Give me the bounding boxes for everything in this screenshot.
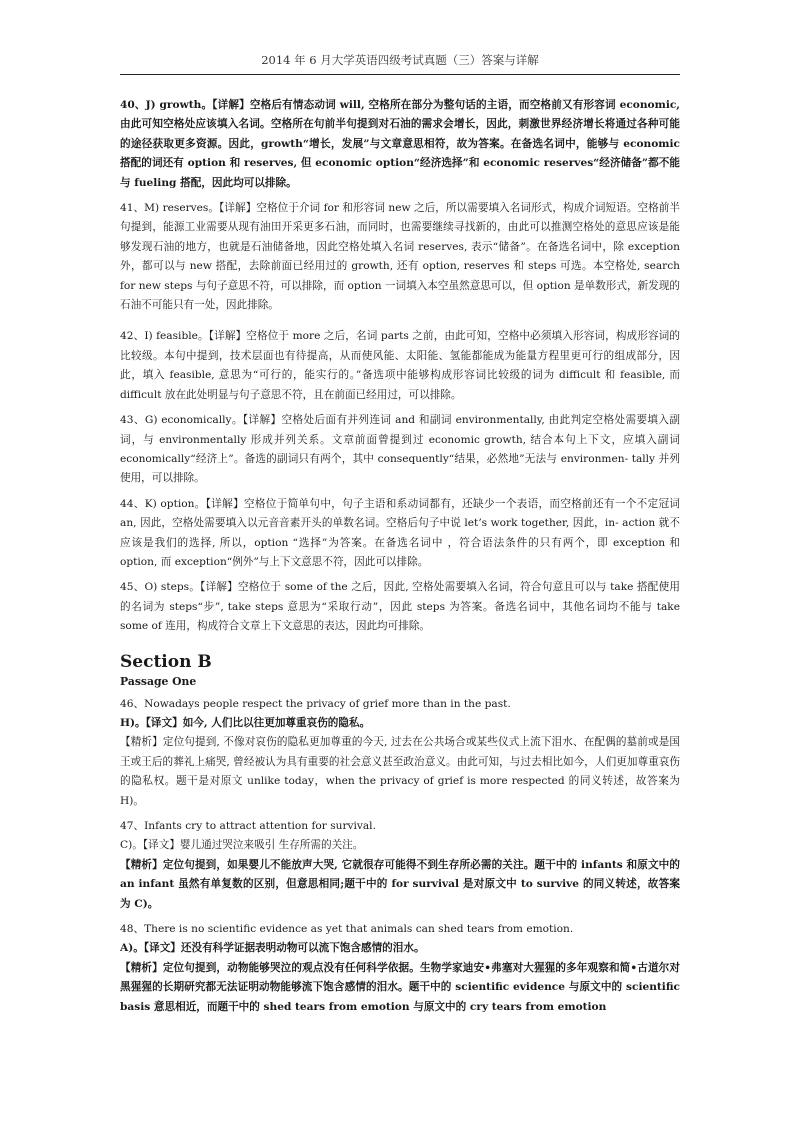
analysis-48: 【精析】定位句提到，动物能够哭泣的观点没有任何科学依据。生物学家迪安•弗塞对大猩猩的多年观察和简•古道尔对黑猩猩的长期研究都无法证明动物能够流下饱含感情的泪水。题干中的 scientific evidence 与原文中的 scientific basis 意思相近，而题干中的 shed tears from emotion 与原文中的 cry tears from emotion [120,961,680,1013]
answer-47: C)。【译文】婴儿通过哭泣来吸引 生存所需的关注。 [120,839,364,852]
question-46: 46、Nowadays people respect the privacy of grief more than in the past. [120,697,511,710]
question-48: 48、There is no scientific evidence as yet that animals can shed tears from emotion. [120,923,574,936]
question-47: 47、Infants cry to attract attention for survival. [120,820,376,832]
answer-41: 41、M) reserves。【详解】空格位于介词 for 和形容词 new 之后，所以需要填入名词形式，构成介词短语。空格前半句提到，能源工业需要从现有油田开采更多石油，而同时，也需要继续寻找新的，由此可以推测空格处的意思应该是能够发现石油的地方，也就是石油储备地，因此空格处填入名词 reserves, 表示“储备”。在备选名词中，除 exception 外，都可以与 new 搭配，去除前面已经用过的 growth, 还有 option, reserves 和 steps 可选。本空格处, search for new steps 与句子意思不符，可以排除，而 option 一词填入本空虽然意思可以，但 option 是单数形式，新发现的石油不可能只有一处，因此排除。 [120,202,680,312]
analysis-47: 【精析】定位句提到，如果婴儿不能放声大哭, 它就很存可能得不到生存所必需的关注。题干中的 infants 和原文中的 an infant 虽然有单复数的区别，但意思相同;题干中的 for survival 是对原文中 to survive 的同义转述，故答案为 C)。 [120,858,680,910]
section-title: Section B [120,651,212,672]
answer-46: H)。【译文】如今, 人们比以往更加尊重哀伤的隐私。 [120,716,371,729]
answer-42: 42、I) feasible。【详解】空格位于 more 之后，名词 parts 之前，由此可知，空格中必须填入形容词，构成形容词的比较级。本句中提到，技术层面也有待提高，从而使风能、太阳能、氢能都能成为能量方程里更可行的组成部分，因此，填入 feasible, 意思为“可行的，能实行的。”备选项中能够构成形容词比较级的词为 difficult 和 feasible, 而 difficult 放在此处明显与句子意思不符，且在前面已经用过，可以排除。 [120,330,680,401]
answer-43: 43、G) economically。【详解】空格处后面有并列连词 and 和副词 environmentally, 由此判定空格处需要填入副词，与 environmentally 形成并列关系。文章前面曾提到过 economic growth, 结合本句上下文，应填入副词 economically“经济上”。备选的副词只有两个，其中 consequently“结果，必然地”无法与 environmen- tally 并列使用，可以排除。 [120,414,680,485]
page-header: 2014 年 6 月大学英语四级考试真题（三）答案与详解 [120,52,680,75]
page-content [120,96,680,1017]
answer-45: 45、O) steps。【详解】空格位于 some of the 之后，因此, 空格处需要填入名词，符合句意且可以与 take 搭配使用的名词为 steps“步”, take steps 意思为“采取行动”，因此 steps 为答案。备选名词中，其他名词均不能与 take some of 连用，构成符合文章上下文意思的表达，因此均可排除。 [120,581,680,633]
answer-44: 44、K) option。【详解】空格位于简单句中，句子主语和系动词都有，还缺少一个表语，而空格前还有一个不定冠词 an, 因此，空格处需要填入以元音音素开头的单数名词。空格后句子中说 let’s work together, 因此，in- action 就不应该是我们的选择, 所以，option “选择”为答案。在备选名词中 ，符合语法条件的只有两个，即 exception 和 option, 而 exception“例外”与上下文意思不符，因此可以排除。 [120,497,680,568]
analysis-46: 【精析】定位句提到, 不像对哀伤的隐私更加尊重的今天, 过去在公共场合或某些仪式上流下泪水、在配偶的墓前或是国王或王后的葬礼上痛哭, 曾经被认为具有重要的社会意义甚至政治意义。由此可知，与过去相比如今，人们更加尊重哀伤的隐私权。题干是对原文 unlike today，when the privacy of grief is more respected 的同义转述，故答案为 H)。 [120,736,680,807]
answer-48: A)。【译文】还没有科学证据表明动物可以流下饱含感情的泪水。 [120,942,425,955]
passage-title: Passage One [120,674,197,688]
answer-40: 40、J) growth。【详解】空格后有情态动词 will, 空格所在部分为整句话的主语，而空格前又有形容词 economic, 由此可知空格处应该填入名词。空格所在句前半句提到对石油的需求会增长，因此，刺激世界经济增长将通过各种可能的途径获取更多资源。因此，growth“增长，发展”与文章意思相符，故为答案。在备选名词中，能够与 economic 搭配的词还有 option 和 reserves, 但 economic option“经济选择”和 economic reserves“经济储备”都不能与 fueling 搭配，因此均可以排除。 [120,99,680,189]
